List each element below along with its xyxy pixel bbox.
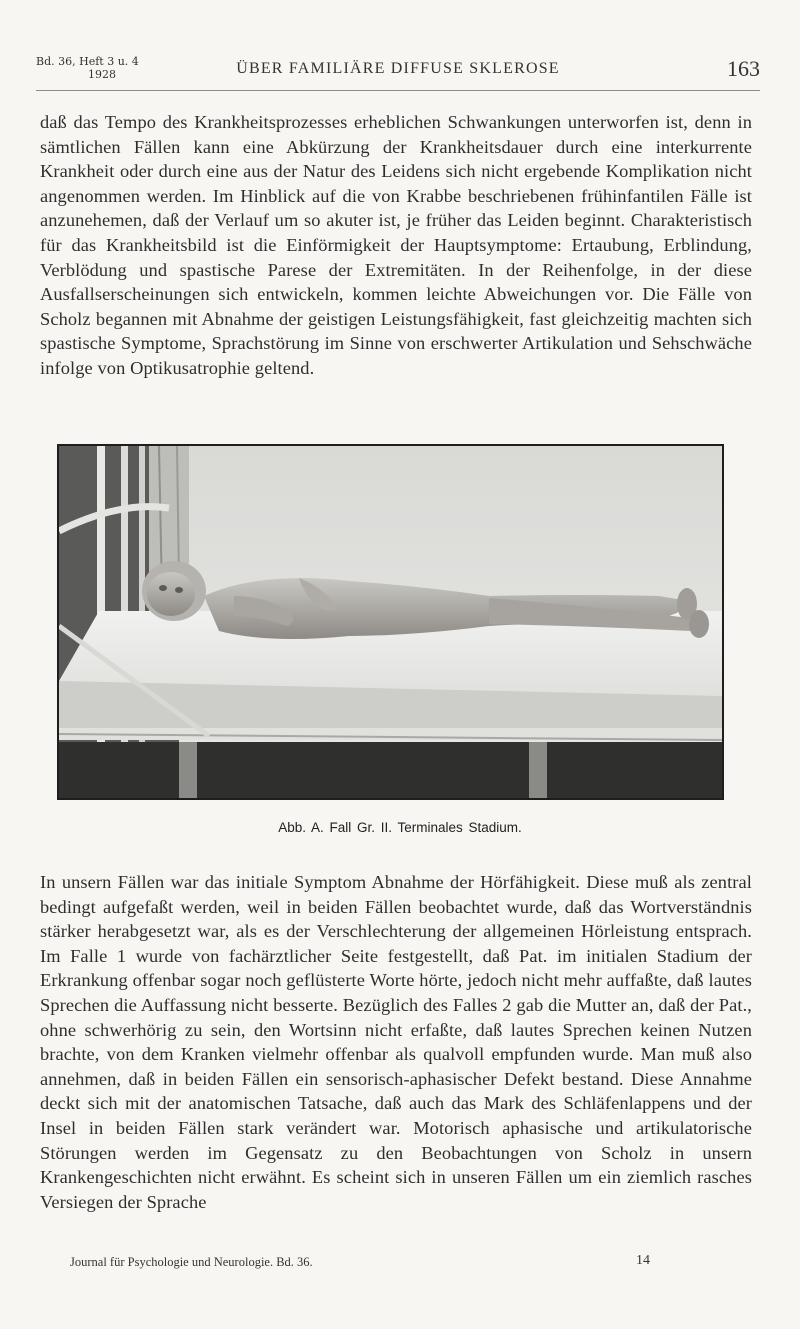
paragraph-2: In unsern Fällen war das initiale Symptom Abnahme der Hörfähigkeit. Diese muß als zentral bedingt aufgefaßt werden, weil in beiden Fällen beobachtet wurde, daß das Wortverständnis stärker herabgesetzt war, als es der Verschlechterung der allgemeinen Hörleistung entsprach. Im Falle 1 wurde von fachärztlicher Seite festgestellt, daß Pat. im initialen Stadium der Erkrankung offenbar sogar noch geflüsterte Worte hörte, jedoch nicht mehr auffaßte, daß lautes Sprechen die Auffassung nicht besserte. Bezüglich des Falles 2 gab die Mutter an, daß der Pat., ohne schwerhörig zu sein, den Wortsinn nicht erfaßte, daß lautes Sprechen keinen Nutzen brachte, von dem Kranken vielmehr offenbar als qualvoll empfunden wurde. Man muß also annehmen, daß in beiden Fällen ein sensorisch-aphasischer Defekt bestand. Diese Annahme deckt sich mit der anatomischen Tatsache, daß auch das Mark des Schläfenlappens und der Insel in beiden Fällen stark verändert war. Motorisch aphasische und artikulatorische Störungen werden im Gegensatz zu den Beobachtungen von Scholz in unsern Krankengeschichten nicht erwähnt. Es scheint sich in unseren Fällen um ein ziemlich rasches Versiegen der Sprache [40,872,752,1212]
signature-mark: 14 [636,1253,650,1268]
volume-info: Bd. 36, Heft 3 u. 4 [36,55,139,68]
running-title: ÜBER FAMILIÄRE DIFFUSE SKLEROSE [236,60,560,77]
running-head [36,52,760,91]
figure-caption: Abb. A. Fall Gr. II. Terminales Stadium. [278,820,522,835]
journal-citation: Journal für Psychologie und Neurologie. Bd. 36. [70,1255,313,1269]
page-number: 163 [727,56,760,81]
figure-photo [57,444,724,800]
patient-photo-image [59,446,722,798]
page-footer [70,1255,660,1270]
volume-year: 1928 [88,68,116,81]
paragraph-1: daß das Tempo des Krankheitsprozesses erheblichen Schwankungen unterworfen ist, denn in sämtlichen Fällen kann eine Abkürzung der Krankheitsdauer durch eine interkurrente Krankheit oder durch eine aus der Natur des Leidens sich nicht ergebende Komplikation nicht angenommen werden. Im Hinblick auf die von Krabbe beschriebenen frühinfantilen Fälle ist anzunehemen, daß der Verlauf um so akuter ist, je früher das Leiden beginnt. Charakteristisch für das Krankheitsbild ist die Einförmigkeit der Hauptsymptome: Ertaubung, Erblindung, Verblödung und spastische Parese der Extremitäten. In der Reihenfolge, in der diese Ausfallserscheinungen sich entwickeln, kommen leichte Abweichungen vor. Die Fälle von Scholz begannen mit Abnahme der geistigen Leistungsfähigkeit, fast gleichzeitig machten sich spastische Symptome, Sprachstörung im Sinne von erschwerter Artikulation und Sehschwäche infolge von Optikusatrophie geltend. [40,112,752,378]
